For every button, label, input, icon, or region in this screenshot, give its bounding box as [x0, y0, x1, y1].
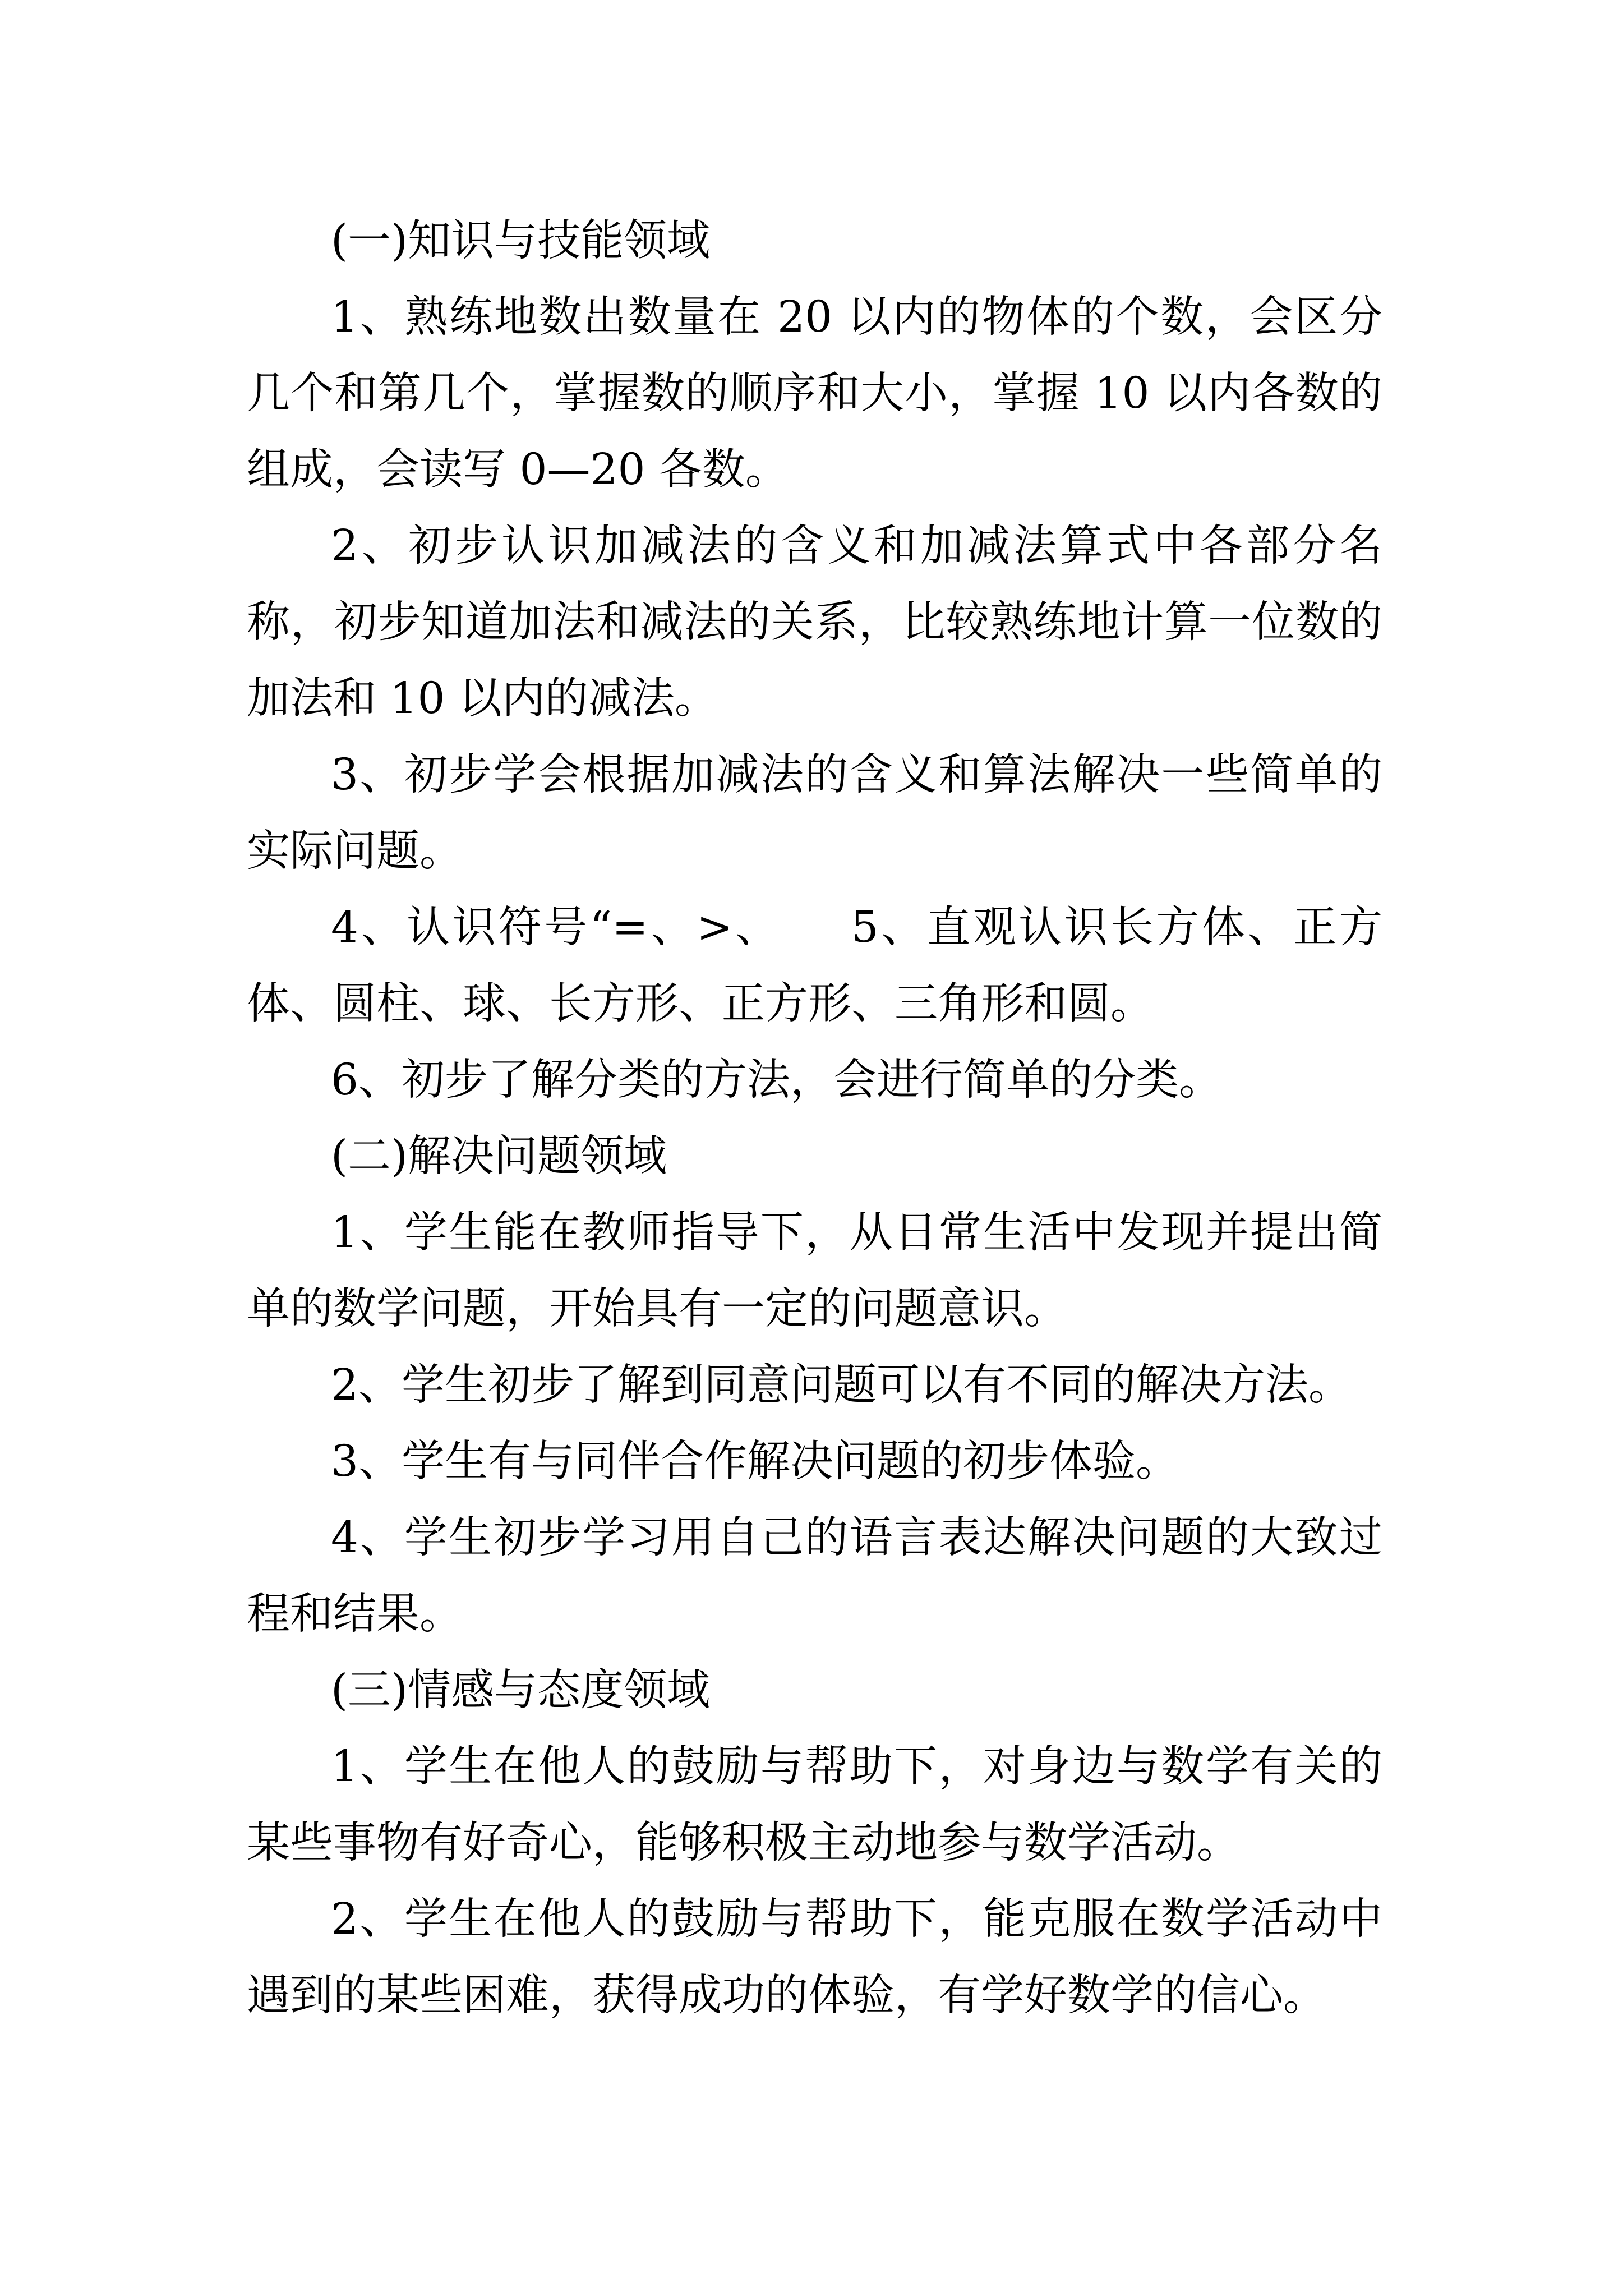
paragraph: 2、学生初步了解到同意问题可以有不同的解决方法。 [331, 1360, 1352, 1410]
paragraph: 3、初步学会根据加减法的含义和算法解决一些简单的实际问题。 [247, 750, 1382, 876]
section-heading-knowledge-skills: (一)知识与技能领域 [331, 216, 711, 266]
paragraph: 4、学生初步学习用自己的语言表达解决问题的大致过程和结果。 [247, 1513, 1382, 1639]
paragraph: 1、熟练地数出数量在 20 以内的物体的个数，会区分几个和第几个，掌握数的顺序和大小，掌握 10 以内各数的组成，会读写 0—20 各数。 [247, 292, 1382, 495]
document-body [247, 203, 1382, 2034]
section-heading-emotion-attitude: (三)情感与态度领域 [331, 1665, 711, 1715]
paragraph: 4、认识符号“=、>、 5、直观认识长方体、正方体、圆柱、球、长方形、正方形、三角形和圆。 [247, 903, 1382, 1029]
section-heading-problem-solving: (二)解决问题领域 [331, 1131, 667, 1181]
paragraph: 1、学生在他人的鼓励与帮助下，对身边与数学有关的某些事物有好奇心，能够积极主动地参与数学活动。 [247, 1742, 1382, 1868]
paragraph: 3、学生有与同伴合作解决问题的初步体验。 [331, 1437, 1179, 1487]
paragraph: 2、初步认识加减法的含义和加减法算式中各部分名称，初步知道加法和减法的关系，比较熟练地计算一位数的加法和 10 以内的减法。 [247, 521, 1382, 724]
paragraph: 2、学生在他人的鼓励与帮助下，能克服在数学活动中遇到的某些困难，获得成功的体验，有学好数学的信心。 [247, 1894, 1382, 2021]
paragraph: 6、初步了解分类的方法，会进行简单的分类。 [331, 1055, 1222, 1105]
paragraph: 1、学生能在教师指导下，从日常生活中发现并提出简单的数学问题，开始具有一定的问题意识。 [247, 1208, 1382, 1334]
